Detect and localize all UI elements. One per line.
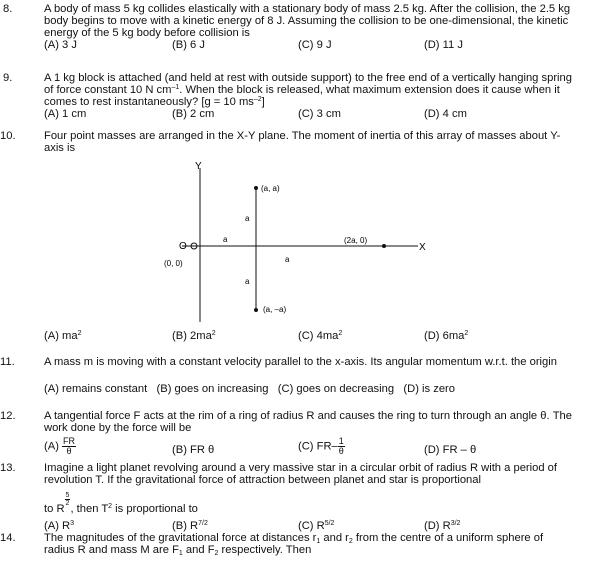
x-axis-label: X: [419, 242, 426, 253]
option-a: (A) 3 J: [44, 39, 77, 51]
question-text: A 1 kg block is attached (and held at rest with outside support) to the free end of a vertically hanging spring of force constant 10 N $cm^{-1}$. When the block is released, what maximum extension does it cause when it comes to rest instantaneously? [g = 10 $ms^{-2}$]: [44, 72, 572, 109]
segment-label-right: a: [285, 255, 290, 264]
option-a: (A) $R^3$: [44, 520, 75, 532]
question-text: Imagine a light planet revolving around a very massive star in a circular orbit of radius R with a period of revolution T. If the gravitational force of attraction between planet and star is proportional: [44, 462, 558, 487]
segment-label-upper: a: [245, 214, 250, 223]
option-a: (A) $\frac{FR}{\theta}$: [44, 436, 76, 456]
option-b: (B) 6 J: [172, 39, 205, 51]
mass-bottom: [254, 308, 258, 312]
question-number: 14.: [0, 532, 16, 544]
option-c: (C) 9 J: [298, 39, 332, 51]
point-top-label: (a, a): [261, 184, 280, 193]
mass-right: [382, 244, 386, 248]
question-number: 11.: [0, 356, 15, 368]
fraction: $\frac{1}{\theta}$: [338, 436, 344, 456]
segment-label-left: a: [223, 235, 228, 244]
option-a: (A) $ma^2$: [44, 330, 82, 342]
option-b: (B) $2ma^2$: [172, 330, 216, 342]
option-d: (D) $R^{3/2}$: [424, 520, 461, 532]
option-b: (B) FR θ: [172, 444, 215, 456]
option-d: (D) 11 J: [424, 39, 463, 51]
question-number: 10.: [0, 130, 16, 142]
option-b: (B) 2 cm: [172, 108, 215, 120]
question-text: A mass m is moving with a constant velocity parallel to the x-axis. Its angular momentum w.r.t. the origin: [44, 356, 557, 368]
option-c: (C) $4ma^2$: [298, 330, 343, 342]
continuation-line: to R $\frac{5}{2}$ , then $T^2$ is proportional to: [44, 492, 198, 515]
option-c: (C) $R^{5/2}$: [298, 520, 335, 532]
fraction: $\frac{FR}{\theta}$: [63, 436, 76, 456]
option-c: (C) 3 cm: [298, 108, 341, 120]
option-d: (D) FR – θ: [424, 444, 477, 456]
question-number: 9.: [3, 72, 13, 84]
question-number: 13.: [0, 462, 16, 474]
options-line: (A) remains constant (B) goes on increasing (C) goes on decreasing (D) is zero: [44, 383, 455, 395]
option-d: (D) $6ma^2$: [424, 330, 469, 342]
question-text: The magnitudes of the gravitational force at distances $r_1$ and $r_2$ from the centre of a uniform sphere of radius R and mass M are $F_1$ and $F_2$ respectively. Then: [44, 532, 544, 558]
point-bottom-label: (a, –a): [263, 305, 287, 314]
question-text: Four point masses are arranged in the X-Y plane. The moment of inertia of this array of masses about Y-axis is: [44, 130, 561, 155]
question-number: 12.: [0, 410, 16, 422]
question-text: A body of mass 5 kg collides elastically with a stationary body of mass 2.5 kg. After the collision, the 2.5 kg body begins to move with a kinetic energy of 8 J. Assuming the collision to be one-dimensional, the kinetic energy of the 5 kg body before collision is: [44, 3, 571, 40]
mass-array-diagram: [160, 160, 440, 326]
point-right-label: (2a, 0): [344, 236, 368, 245]
segment-label-lower: a: [245, 277, 250, 286]
mass-top: [254, 186, 258, 190]
y-axis-label: Y: [195, 161, 202, 172]
option-d: (D) 4 cm: [424, 108, 467, 120]
option-c: (C) FR– $\frac{1}{\theta}$: [298, 436, 344, 456]
origin-coord: (0, 0): [164, 259, 183, 268]
exponent-fraction: $\frac{5}{2}$: [65, 492, 70, 507]
origin-label: O: [179, 241, 187, 252]
question-number: 8.: [3, 3, 13, 15]
question-text: A tangential force F acts at the rim of a ring of radius R and causes the ring to turn through an angle θ. The work done by the force will be: [44, 410, 572, 435]
option-a: (A) 1 cm: [44, 108, 87, 120]
option-b: (B) $R^{7/2}$: [172, 520, 208, 532]
